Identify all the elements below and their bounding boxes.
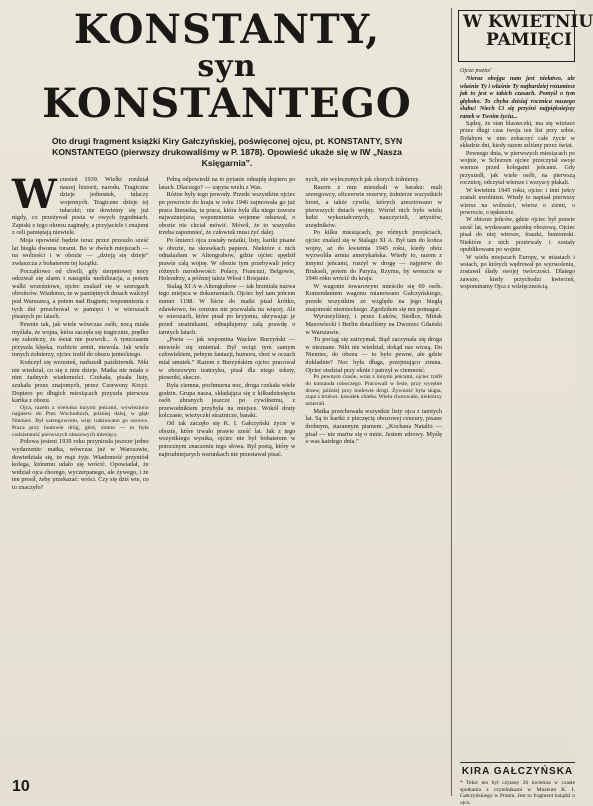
paragraph: Połowa jesieni 1939 roku przyniosła jeszcze jedno wydarzenie: matka, wówczas już w Warszawie, dowiedziała się, że mąż żyje. Wiadomość przyniósł kolega, któremu udało się wrócić. Opowiadał, że widział ojca chorego, wyczerpanego, ale żywego, i że ten prosił, żeby przekazać: wróci. Czy się dziś wie, co to znaczyło? xyxy=(12,438,149,492)
paragraph: Po pewnym czasie, wraz z innymi jeńcami, ojciec trafił do komanda roboczego. Pracowali w lesie, przy wyrębie drzew, później przy budowie drogi. Żywność była skąpa, zupa z brukwi, kawałek chleba. Wielu chorowało, niektórzy umierali. xyxy=(305,374,443,408)
page-number: 10 xyxy=(12,778,30,795)
title-line-3: KONSTANTEGO xyxy=(42,80,412,127)
sidebar-article xyxy=(451,8,593,806)
paragraph: Wyruszyliśmy, i przez Łuków, Siedlce, Mińsk Mazowiecki i Berlin dotarliśmy na Dworzec Gdański w Warszawie. xyxy=(305,313,443,336)
paragraph: rzesień 1939. Wielki rozdział naszej historii, narodu. Tragiczne dzieje jednostek, tułaczy wojennych. Tragiczne dzieje tej tułaczki; nie dowiemy się już nigdy, co przeżywał poeta w owych tygodniach. Zapiski z tego okresu zaginęły, a przyjaciele i znajomi z celi pamiętają niewiele. xyxy=(12,176,149,237)
paragraph: Pewnie tak, jak wiele wówczas osób, nocą miała myślała, że wojna, która zaczęła się tragicznie, prędko się zakończy, że świat nie pozwoli... A tymczasem przyszła klęska, rozbicie armii, niewola. Jak wielu innych żołnierzy, ojciec trafił do obozu jenieckiego. xyxy=(12,320,149,359)
paragraph: Po kilku miesiącach, po różnych przejściach, ojciec znalazł się w Stalagu XI A. Był tam do końca wojny, aż do kwietnia 1945 roku, kiedy obóz wyzwoliła armia amerykańska. Wtedy to, razem z innymi jeńcami, ruszył w drogę — najpierw do Brukseli, potem do Paryża, Rzymu, by wreszcie w 1946 roku wrócić do kraju. xyxy=(305,229,443,283)
paragraph: Różne były tego powody. Przede wszystkim ojciec po powrocie do kraju w roku 1946 zajmowała go już praca literacka, ta praca, która była dla niego zawsze najważniejsza; wspomnienia wojenne odsuwał, o obozie nie chciał mówić. Mówił, że to wszystko trzeba zapomnieć, że człowiek musi żyć dalej. xyxy=(158,191,296,237)
author-signature: KIRA GAŁCZYŃSKA xyxy=(460,762,575,777)
paragraph: nych, nie wyleczonych jak chorych żołnierzy. xyxy=(305,176,420,183)
paragraph: Ojca, razem z wieloma innymi jeńcami, wywieziono najpierw do Prus Wschodnich, później dalej, w głąb Niemiec. Był szeregowcem, więc traktowano go surowo. Praca przy budowie dróg, głód, zimno — to była codzienność pierwszych obozowych miesięcy. xyxy=(12,404,149,438)
sidebar-body xyxy=(460,68,575,758)
paragraph: Po śmierci ojca zostały notatki, listy, kartki pisane w obozie, na skrawkach papieru. Niektóre z nich odnalazłam w Altengrabow, gdzie ojciec spędził prawie całą wojnę. W obozie tym przebywali jeńcy różnych narodowości: Polacy, Francuzi, Belgowie, Holendrzy, a później także Włosi i Rosjanie. xyxy=(158,237,296,283)
paragraph: W zbiorze jeńców, gdzie ojciec był prawie sześć lat, wydawano gazetkę obozową. Ojciec pisał do niej wiersze, fraszki, humoreski. Niektóre z nich przetrwały i zostały opublikowane po wojnie. xyxy=(460,217,575,254)
paragraph: W wielu miejscach Europy, w miastach i wsiach, po których wędrował po wyzwoleniu, zostawił ślady swojej twórczości. Dlatego zawsze, kiedy przychodzi kwiecień, wspominamy Ojca z wdzięcznością. xyxy=(460,254,575,291)
paragraph: Pewnego dnia, w pierwszych miesiącach po wojnie, w Schorzen ojciec przeczytał swoje wiersze przed kolegami jeńcami. Gdy przyszedł, jak wiele osób, na pierwszą rocznicę, odczytał wiersze i wszyscy płakali. xyxy=(460,150,575,187)
paragraph: Kończył się wrzesień, nadszedł październik. Nikt nie wiedział, co się z nim dzieje. Matka nie miała o nim żadnych wiadomości. Czekała, pisała listy, szukała przez znajomych, przez Czerwony Krzyż. Dopiero po długich miesiącach przyszła pierwsza kartka z obozu. xyxy=(12,359,149,405)
paragraph: Matka przechowała wszystkie listy ojca z tamtych lat. Są to kartki z pieczęcią obozowej cenzury, pisane drobnym, starannym pismem. „Kochana Natalio — pisał — nie martw się o mnie. Jestem zdrowy. Myślę o was każdego dnia.” xyxy=(305,407,443,446)
article-lead: Oto drugi fragment książki Kiry Gałczyńskiej, poświęconej ojcu, pt. KONSTANTY, SYN KONSTANTEGO (pierwszy drukowaliśmy w P. 1878). Opowieść ukaże się w IW „Nasza Księgarnia”. xyxy=(51,136,403,168)
title-line-1: KONSTANTY, xyxy=(73,6,381,53)
title-line-2: syn xyxy=(197,49,257,84)
paragraph: Sądzę, że stan blaszeczki, ma się wieżace przez długi czas twoja ten list przy sobie. Byłabym w nim zobaczyć całe życie w składzie dni, kiedy razem szliśmy przez świat. xyxy=(460,120,575,150)
footnote: * Tekst ten był czytany 26 kwietnia w czasie spotkania z czytelnikami w Muzeum K. I. Gałczyńskiego w Praniu. Jest to fragment książki o ojcu. xyxy=(460,780,575,806)
paragraph: Początkowo od chwili, gdy sierpniowej nocy odezwał się alarm i nastąpiła mobilizacja, a potem walki wrześniowe, ojciec znalazł się w szeregach obrońców. Wiadomo, że w pamiętnych dniach walczył pod Warszawą, a potem nad Bugiem; wspomnienia z tych dni przechował w pamięci i w wierszach pisanych po latach. xyxy=(12,267,149,321)
sidebar-greeting: Ojcze poeto! xyxy=(460,68,491,74)
paragraph: Pełną odpowiedź na to pytanie odnajdę dopiero po latach. Dlaczego? — zapyta wielu z Was. xyxy=(158,176,296,191)
paragraph: Od tak zaczęło się K. I. Gałczyński życie w obozie, które trwało prawie sześć lat. Jak z tego wszystkiego wynika, ojciec nie był bohaterem w potocznym znaczeniu tego słowa. Był poetą, który w najtrudniejszych warunkach nie przestawał pisać. xyxy=(158,420,296,458)
paragraph: Stalag XI A w Altengrabow — tak brzmiała nazwa tego miejsca w dokumentach. Ojciec był tam jeńcem numer 1198. W liście do matki pisał krótko, zdawkowo, bo cenzura nie pozwalała na więcej. Ale w wierszach, które pisał po kryjomu, ukrywając je przed strażnikami, odnajdujemy całą prawdę o tamtych latach. xyxy=(158,282,296,336)
paragraph: Razem z nim mieszkali w baraku: mali szeregowcy, oficerowie rezerwy, żołnierze wszystkich broni, a także cywile, których aresztowano w pierwszych dniach wojny. Wśród nich było wielu ludzi wykształconych, nauczycieli, artystów, urzędników. xyxy=(305,183,443,229)
drop-cap: W xyxy=(12,171,57,218)
paragraph: Tu pociąg się zatrzymał. Stąd zaczynała się droga w nieznane. Nikt nie wiedział, dokąd nas wiozą. Do Niemiec, do obozu — to było pewne, ale gdzie dokładnie? Noc była długa, przejmująco zimna. Ojciec siedział przy oknie i patrzył w ciemność. xyxy=(305,336,443,374)
paragraph: W kwietniu 1945 roku, ojciec i inni jeńcy zostali uwolnieni. Wtedy to napisał pierwszy wiersz na wolności, wiersz o ziemi, o powrocie, o tęsknocie. xyxy=(460,187,575,217)
sidebar-title-line-2: PAMIĘCI xyxy=(486,29,572,50)
article-column-1 xyxy=(12,171,149,794)
paragraph: Była ciemna, pochmurna noc, droga czekała wiele godzin. Grupa nasza, składająca się z kilkudziesięciu osób ubranych jeszcze po cywilnemu, z przewodnikiem przybyła na miejsce. Wokół druty kolczaste, wieżyczki strażnicze, baraki. xyxy=(158,381,296,420)
article-column-2 xyxy=(159,176,296,794)
sidebar-header xyxy=(458,10,593,62)
paragraph: W wagonie towarowym mieściło się 60 osób. Komendantem wagonu mianowano Gałczyńskiego, przede wszystkim ze względu na jego biegłą znajomość niemieckiego. Zgodziłem się mu pomagać. xyxy=(305,282,443,313)
sidebar-title-line-1: W KWIETNIU xyxy=(463,12,593,32)
article-columns xyxy=(12,171,443,794)
paragraph: Moja opowieść będzie teraz przez przeszło sześć lat biegła dwoma torami. Bo w dwóch miejscach — na wolności i w obozie — „dzieją się dzieje” zwłaszcza z bohaterem tej książki. xyxy=(12,237,149,267)
paragraph: „Poeta — jak wspomina Wacław Burzyński — niewiele się zmieniał. Był wciąż tym samym człowiekiem, pełnym fantazji, humoru, choć w oczach miał smutek.” Razem z Burzyńskim ojciec pracował w obozowym teatrzyku, pisał dla niego teksty, piosenki, skecze. xyxy=(158,336,296,382)
sidebar-intro: Nieraz obojgu nam jest niełatwo, ale właśnie Ty i właśnie Ty najbardziej rozumiesz jak to jest w takich czasach. Pomyśl o tym głęboko. To chyba dzisiaj rocznica naszego ślubu! Niech Ci się przyśni najpiękniejszy ranek w Twoim życiu... xyxy=(460,76,575,120)
article-column-3 xyxy=(305,176,442,794)
main-article xyxy=(12,8,442,796)
